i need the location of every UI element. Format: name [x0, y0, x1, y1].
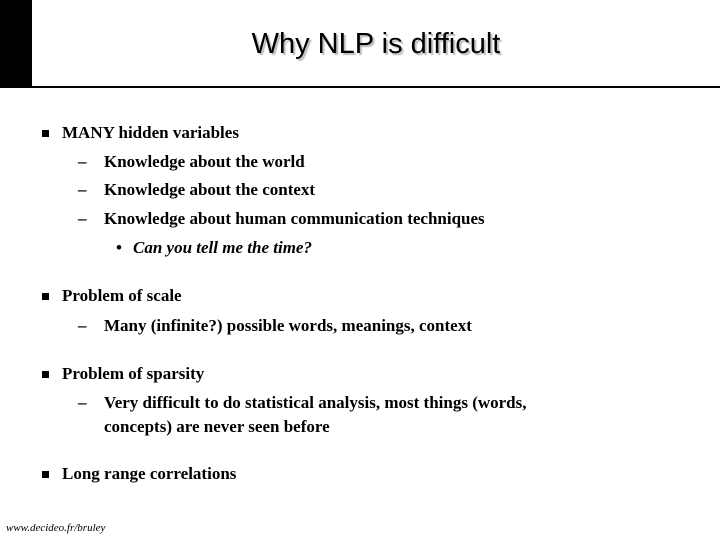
title-rule — [32, 86, 720, 88]
bullet-square-icon — [42, 130, 49, 137]
bullet-square-icon — [42, 371, 49, 378]
dash-icon: – — [78, 316, 87, 335]
dash-icon: – — [78, 152, 87, 171]
subitem-knowledge-context: Knowledge about the context — [104, 180, 316, 199]
dot-bullet-icon: • — [116, 238, 122, 257]
subitem-infinite-words: Many (infinite?) possible words, meanings, context — [104, 316, 472, 335]
dash-icon: – — [78, 393, 87, 412]
slide-title: Why NLP is difficult — [251, 28, 501, 60]
bullet-text-hidden-variables: MANY hidden variables — [62, 123, 239, 142]
subitem-knowledge-world: Knowledge about the world — [104, 152, 305, 171]
subitem-knowledge-communication: Knowledge about human communication techniques — [104, 209, 485, 228]
bullet-square-icon — [42, 293, 49, 300]
subitem-statistical-analysis-cont: concepts) are never seen before — [104, 417, 330, 436]
title-accent-bar — [0, 0, 32, 88]
dash-icon: – — [78, 180, 87, 199]
bullet-text-sparsity: Problem of sparsity — [62, 364, 205, 383]
subsubitem-tell-time: Can you tell me the time? — [133, 238, 312, 257]
subitem-statistical-analysis: Very difficult to do statistical analysis, most things (words, — [104, 393, 527, 412]
bullet-text-long-range: Long range correlations — [62, 464, 237, 483]
bullet-square-icon — [42, 471, 49, 478]
footer-url: www.decideo.fr/bruley — [6, 522, 106, 534]
dash-icon: – — [78, 209, 87, 228]
bullet-text-scale: Problem of scale — [62, 286, 182, 305]
